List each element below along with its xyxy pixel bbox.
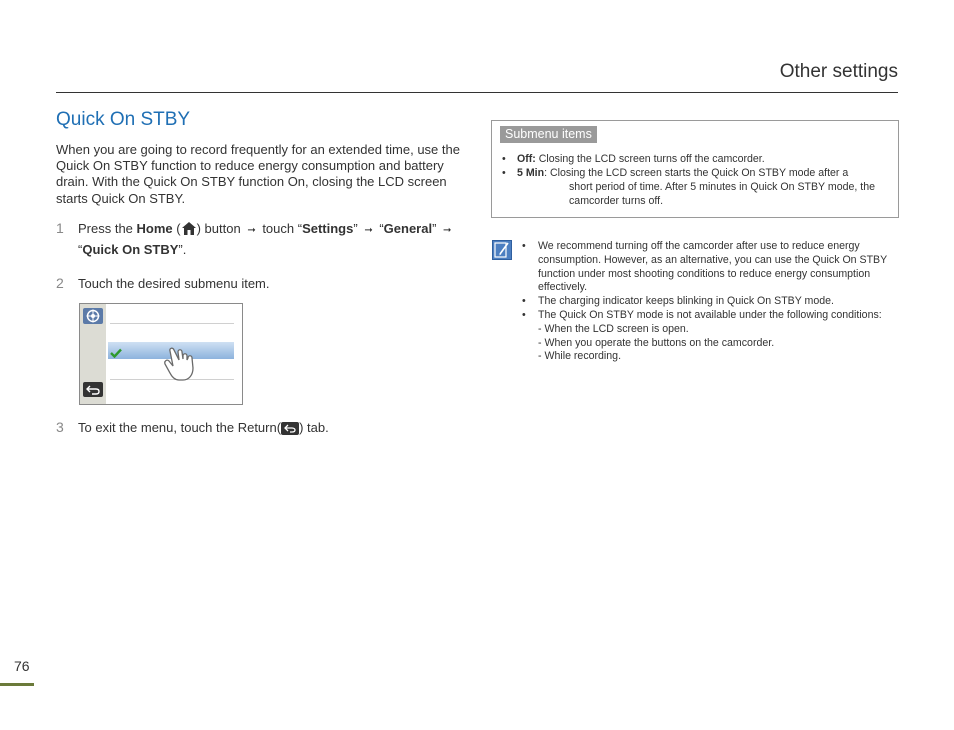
step-number: 3	[56, 419, 64, 435]
touch-hand-icon	[164, 344, 204, 389]
bullet: •	[522, 295, 526, 308]
general-label: General	[383, 221, 433, 236]
step-text-part: (	[172, 221, 181, 236]
home-label: Home	[136, 221, 173, 236]
intro-paragraph: When you are going to record frequently for an extended time, use the Quick On STBY function to reduce energy consumption and battery drain. With the Quick On STBY function On, closing the LCD screen starts Quick On STBY.	[56, 142, 460, 206]
settings-label: Settings	[302, 221, 354, 236]
step-text	[78, 219, 468, 259]
step-text-part: To exit the menu, touch the Return(	[78, 420, 282, 435]
step-text-part: touch “	[258, 221, 303, 236]
right-arrow-icon: ➞	[443, 225, 452, 236]
step-1	[56, 219, 468, 259]
note-item	[522, 240, 902, 295]
note-text: The charging indicator keeps blinking in Quick On STBY mode.	[538, 295, 834, 308]
step-2	[56, 274, 468, 294]
quick-on-stby-label: Quick On STBY	[82, 242, 179, 257]
step-text-part: “	[375, 221, 384, 236]
settings-icon	[83, 308, 103, 324]
note-subitem: - When the LCD screen is open.	[538, 322, 689, 335]
step-text-part: ) tab.	[299, 420, 329, 435]
header-divider	[56, 92, 898, 93]
check-icon	[110, 345, 122, 363]
page-number-bar	[0, 683, 34, 686]
note-item	[522, 309, 902, 364]
step-text-part: “	[78, 242, 83, 257]
submenu-item-desc: : Closing the LCD screen starts the Quick On STBY mode after a	[544, 167, 849, 179]
submenu-item-desc-continued: camcorder turns off.	[569, 195, 664, 207]
page-number: 76	[14, 658, 30, 674]
submenu-label: Submenu items	[500, 126, 597, 143]
submenu-item-desc: Closing the LCD screen turns off the camcorder.	[535, 153, 765, 165]
submenu-item-5min	[502, 166, 892, 208]
step-text: Touch the desired submenu item.	[78, 276, 270, 291]
page-heading: Quick On STBY	[56, 109, 191, 130]
right-arrow-icon: ➞	[364, 225, 373, 236]
submenu-item-name: Off:	[517, 153, 536, 165]
submenu-item-off	[502, 152, 892, 166]
bullet: •	[522, 240, 526, 252]
note-text: The Quick On STBY mode is not available under the following conditions:	[538, 308, 882, 321]
note-text: We recommend turning off the camcorder after use to reduce energy consumption. However, as an alternative, you can use the Quick On STBY function under most shooting conditions to reduce energy consumption effectively.	[538, 240, 887, 294]
note-item	[522, 295, 902, 309]
right-arrow-icon: ➞	[247, 225, 256, 236]
submenu-items-box	[491, 120, 899, 218]
step-text-part: ”	[432, 221, 441, 236]
submenu-item-desc-continued: short period of time. After 5 minutes in Quick On STBY mode, the	[569, 181, 875, 193]
lcd-screen-illustration	[79, 303, 243, 405]
step-text-part: ”.	[178, 242, 187, 257]
step-text-part: Press the	[78, 221, 137, 236]
return-icon	[281, 422, 299, 435]
step-text	[78, 418, 468, 437]
bullet: •	[502, 167, 506, 179]
note-subitem: - While recording.	[538, 350, 622, 363]
return-icon	[83, 382, 103, 397]
step-number: 2	[56, 275, 64, 291]
bullet: •	[502, 153, 506, 165]
note-subitem: - When you operate the buttons on the camcorder.	[538, 336, 775, 349]
note-list	[522, 240, 902, 364]
step-text-part: ) button	[196, 221, 245, 236]
home-icon	[181, 221, 197, 236]
step-number: 1	[56, 220, 64, 236]
bullet: •	[522, 308, 526, 321]
section-title: Other settings	[779, 61, 898, 82]
menu-row-divider	[110, 323, 234, 324]
submenu-item-name: 5 Min	[517, 167, 545, 179]
submenu-list	[502, 152, 892, 208]
step-3	[56, 418, 468, 438]
step-text-part: ”	[353, 221, 362, 236]
note-icon	[492, 240, 512, 260]
